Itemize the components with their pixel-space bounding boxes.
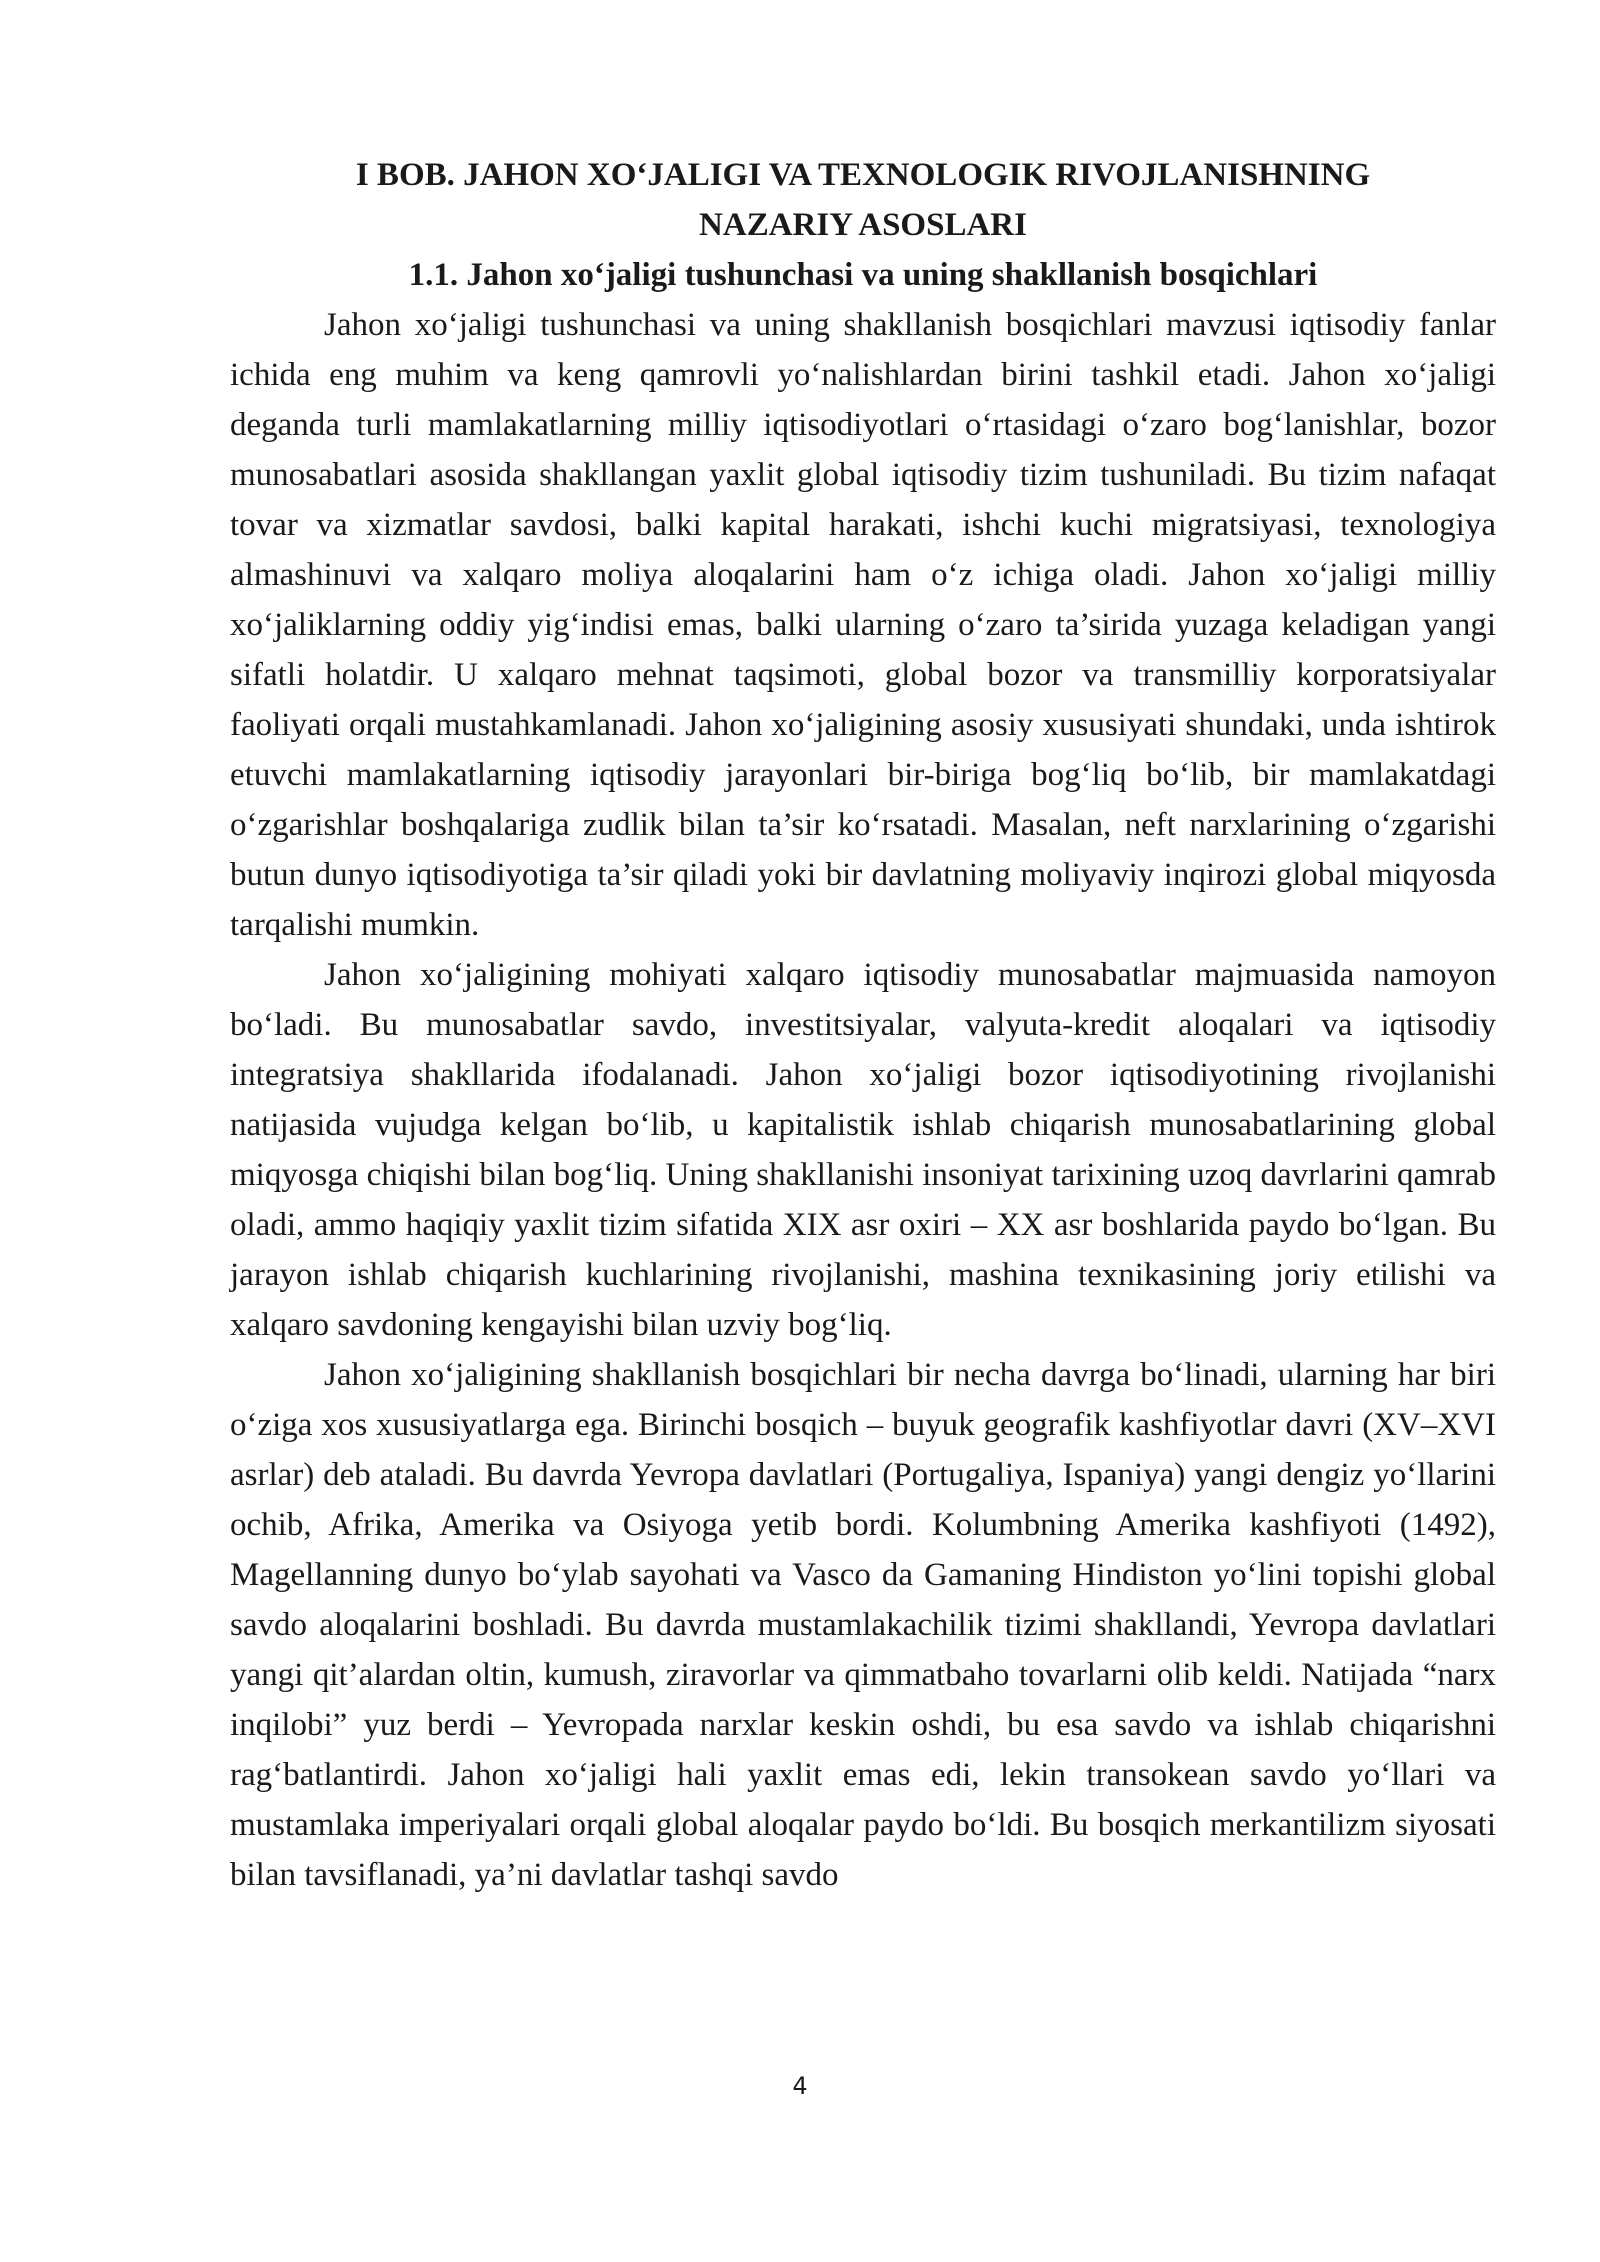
chapter-title-line-2: NAZARIY ASOSLARI <box>699 207 1027 243</box>
section-title: 1.1. Jahon xo‘jaligi tushunchasi va uning shakllanish bosqichlari <box>408 257 1318 293</box>
body-paragraph-3: Jahon xo‘jaligining shakllanish bosqichlari bir necha davrga bo‘linadi, ularning har biri o‘ziga xos xususiyatlarga ega. Birinchi bosqich – buyuk geografik kashfiyotlar davri (XV–XVI asrlar) deb ataladi. Bu davrda Yevropa davlatlari (Portugaliya, Ispaniya) yangi dengiz yo‘llarini ochib, Afrika, Amerika va Osiyoga yetib bordi. Kolumbning Amerika kashfiyoti (1492), Magellanning dunyo bo‘ylab sayohati va Vasco da Gamaning Hindiston yo‘lini topishi global savdo aloqalarini boshladi. Bu davrda mustamlakachilik tizimi shakllandi, Yevropa davlatlari yangi qit’alardan oltin, kumush, ziravorlar va qimmatbaho tovarlarni olib keldi. Natijada “narx inqilobi” yuz berdi – Yevropada narxlar keskin oshdi, bu esa savdo va ishlab chiqarishni rag‘batlantirdi. Jahon xo‘jaligi hali yaxlit emas edi, lekin transokean savdo yo‘llari va mustamlaka imperiyalari orqali global aloqalar paydo bo‘ldi. Bu bosqich merkantilizm siyosati bilan tavsiflanadi, ya’ni davlatlar tashqi savdo <box>230 1357 1496 1893</box>
page-content <box>230 150 1496 1900</box>
body-paragraph-1: Jahon xo‘jaligi tushunchasi va uning shakllanish bosqichlari mavzusi iqtisodiy fanlar ichida eng muhim va keng qamrovli yo‘nalishlardan birini tashkil etadi. Jahon xo‘jaligi deganda turli mamlakatlarning milliy iqtisodiyotlari o‘rtasidagi o‘zaro bog‘lanishlar, bozor munosabatlari asosida shakllangan yaxlit global iqtisodiy tizim tushuniladi. Bu tizim nafaqat tovar va xizmatlar savdosi, balki kapital harakati, ishchi kuchi migratsiyasi, texnologiya almashinuvi va xalqaro moliya aloqalarini ham o‘z ichiga oladi. Jahon xo‘jaligi milliy xo‘jaliklarning oddiy yig‘indisi emas, balki ularning o‘zaro ta’sirida yuzaga keladigan yangi sifatli holatdir. U xalqaro mehnat taqsimoti, global bozor va transmilliy korporatsiyalar faoliyati orqali mustahkamlanadi. Jahon xo‘jaligining asosiy xususiyati shundaki, unda ishtirok etuvchi mamlakatlarning iqtisodiy jarayonlari bir-biriga bog‘liq bo‘lib, bir mamlakatdagi o‘zgarishlar boshqalariga zudlik bilan ta’sir ko‘rsatadi. Masalan, neft narxlarining o‘zgarishi butun dunyo iqtisodiyotiga ta’sir qiladi yoki bir davlatning moliyaviy inqirozi global miqyosda tarqalishi mumkin. <box>230 307 1496 943</box>
body-paragraph-2: Jahon xo‘jaligining mohiyati xalqaro iqtisodiy munosabatlar majmuasida namoyon bo‘ladi. Bu munosabatlar savdo, investitsiyalar, valyuta-kredit aloqalari va iqtisodiy integratsiya shakllarida ifodalanadi. Jahon xo‘jaligi bozor iqtisodiyotining rivojlanishi natijasida vujudga kelgan bo‘lib, u kapitalistik ishlab chiqarish munosabatlarining global miqyosga chiqishi bilan bog‘liq. Uning shakllanishi insoniyat tarixining uzoq davrlarini qamrab oladi, ammo haqiqiy yaxlit tizim sifatida XIX asr oxiri – XX asr boshlarida paydo bo‘lgan. Bu jarayon ishlab chiqarish kuchlarining rivojlanishi, mashina texnikasining joriy etilishi va xalqaro savdoning kengayishi bilan uzviy bog‘liq. <box>230 957 1496 1343</box>
page-number: 4 <box>792 2072 808 2100</box>
chapter-title <box>230 150 1496 250</box>
chapter-title-line-1: I BOB. JAHON XO‘JALIGI VA TEXNOLOGIK RIVOJLANISHNING <box>355 157 1371 193</box>
